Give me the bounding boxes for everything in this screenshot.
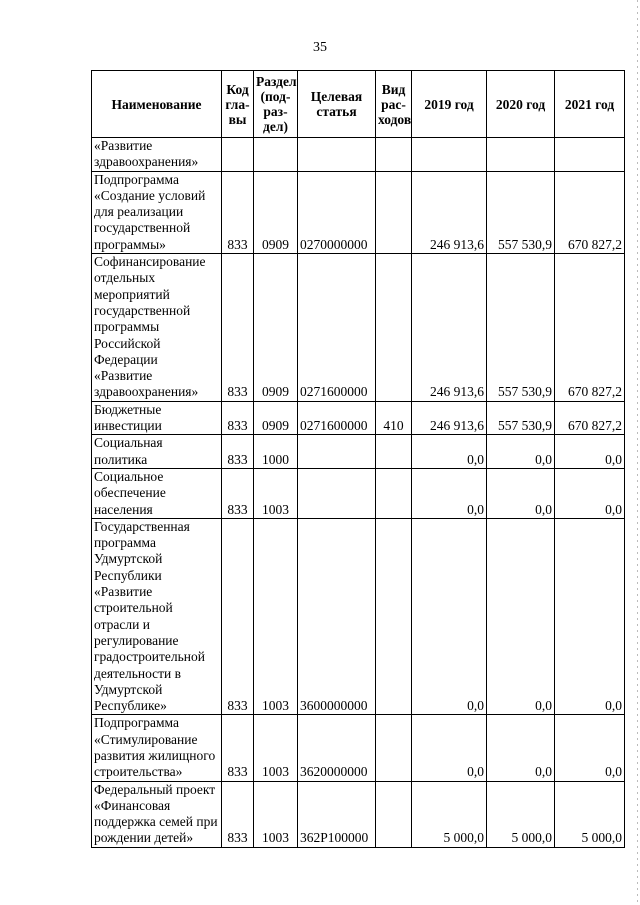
cell-chapter-code: 833	[222, 518, 254, 715]
col-header-2020: 2020 год	[487, 71, 555, 138]
cell-2019: 246 913,6	[412, 401, 487, 435]
cell-section-code: 1003	[254, 468, 298, 518]
cell-2020: 5 000,0	[487, 781, 555, 847]
cell-section-code	[254, 138, 298, 172]
table-header-row	[92, 71, 625, 138]
cell-2020: 0,0	[487, 715, 555, 781]
cell-name: Социальное обеспечение населения	[92, 468, 222, 518]
cell-chapter-code: 833	[222, 401, 254, 435]
cell-expense-type	[376, 468, 412, 518]
col-header-section: Раздел (под- раз- дел)	[254, 71, 298, 138]
table-row	[92, 715, 625, 781]
col-header-2019: 2019 год	[412, 71, 487, 138]
col-header-name: Наименование	[92, 71, 222, 138]
cell-target-article: 3620000000	[298, 715, 376, 781]
col-header-2021: 2021 год	[555, 71, 625, 138]
cell-chapter-code: 833	[222, 715, 254, 781]
cell-2019: 246 913,6	[412, 254, 487, 402]
table-row	[92, 138, 625, 172]
cell-expense-type	[376, 781, 412, 847]
cell-2020: 0,0	[487, 468, 555, 518]
cell-section-code: 1003	[254, 518, 298, 715]
cell-chapter-code: 833	[222, 171, 254, 253]
table-row	[92, 435, 625, 469]
cell-2020: 557 530,9	[487, 171, 555, 253]
cell-expense-type: 410	[376, 401, 412, 435]
cell-section-code: 0909	[254, 171, 298, 253]
cell-chapter-code	[222, 138, 254, 172]
cell-section-code: 0909	[254, 401, 298, 435]
cell-2021: 0,0	[555, 435, 625, 469]
cell-section-code: 1003	[254, 781, 298, 847]
cell-chapter-code: 833	[222, 435, 254, 469]
cell-expense-type	[376, 435, 412, 469]
cell-2019: 0,0	[412, 715, 487, 781]
table-row	[92, 171, 625, 253]
cell-2019: 0,0	[412, 468, 487, 518]
cell-2021: 0,0	[555, 715, 625, 781]
cell-2019	[412, 138, 487, 172]
budget-table	[91, 70, 625, 848]
cell-name: Государственная программа Удмуртской Республики «Развитие строительной отрасли и регулирование градостроительной деятельности в Удмуртской Республике»	[92, 518, 222, 715]
cell-expense-type	[376, 715, 412, 781]
cell-name: Социальная политика	[92, 435, 222, 469]
col-header-type: Вид рас- ходов	[376, 71, 412, 138]
cell-expense-type	[376, 518, 412, 715]
cell-expense-type	[376, 171, 412, 253]
cell-name: Федеральный проект «Финансовая поддержка семей при рождении детей»	[92, 781, 222, 847]
cell-2021: 5 000,0	[555, 781, 625, 847]
cell-name: Бюджетные инвестиции	[92, 401, 222, 435]
cell-chapter-code: 833	[222, 254, 254, 402]
cell-2019: 5 000,0	[412, 781, 487, 847]
cell-2020	[487, 138, 555, 172]
cell-chapter-code: 833	[222, 468, 254, 518]
cell-target-article: 3600000000	[298, 518, 376, 715]
cell-section-code: 1000	[254, 435, 298, 469]
cell-2019: 0,0	[412, 435, 487, 469]
cell-2021: 0,0	[555, 518, 625, 715]
cell-name: Софинансирование отдельных мероприятий государственной программы Российской Федерации «Развитие здравоохранения»	[92, 254, 222, 402]
cell-2020: 0,0	[487, 518, 555, 715]
cell-target-article: 0270000000	[298, 171, 376, 253]
cell-2019: 246 913,6	[412, 171, 487, 253]
cell-2019: 0,0	[412, 518, 487, 715]
table-row	[92, 401, 625, 435]
cell-2021: 670 827,2	[555, 401, 625, 435]
cell-2020: 0,0	[487, 435, 555, 469]
table-row	[92, 254, 625, 402]
cell-2021	[555, 138, 625, 172]
cell-target-article: 362P100000	[298, 781, 376, 847]
cell-target-article: 0271600000	[298, 254, 376, 402]
cell-target-article	[298, 138, 376, 172]
cell-2020: 557 530,9	[487, 254, 555, 402]
table-row	[92, 781, 625, 847]
cell-section-code: 0909	[254, 254, 298, 402]
col-header-target: Целевая статья	[298, 71, 376, 138]
cell-2021: 0,0	[555, 468, 625, 518]
cell-name: «Развитие здравоохранения»	[92, 138, 222, 172]
scan-edge-line	[637, 0, 638, 905]
table-row	[92, 518, 625, 715]
cell-target-article: 0271600000	[298, 401, 376, 435]
cell-section-code: 1003	[254, 715, 298, 781]
cell-2021: 670 827,2	[555, 171, 625, 253]
cell-target-article	[298, 468, 376, 518]
cell-2021: 670 827,2	[555, 254, 625, 402]
cell-expense-type	[376, 254, 412, 402]
page-number: 35	[313, 40, 327, 55]
cell-2020: 557 530,9	[487, 401, 555, 435]
cell-target-article	[298, 435, 376, 469]
table-row	[92, 468, 625, 518]
cell-name: Подпрограмма «Создание условий для реализации государственной программы»	[92, 171, 222, 253]
cell-expense-type	[376, 138, 412, 172]
cell-name: Подпрограмма «Стимулирование развития жилищного строительства»	[92, 715, 222, 781]
cell-chapter-code: 833	[222, 781, 254, 847]
col-header-chapter: Код гла- вы	[222, 71, 254, 138]
